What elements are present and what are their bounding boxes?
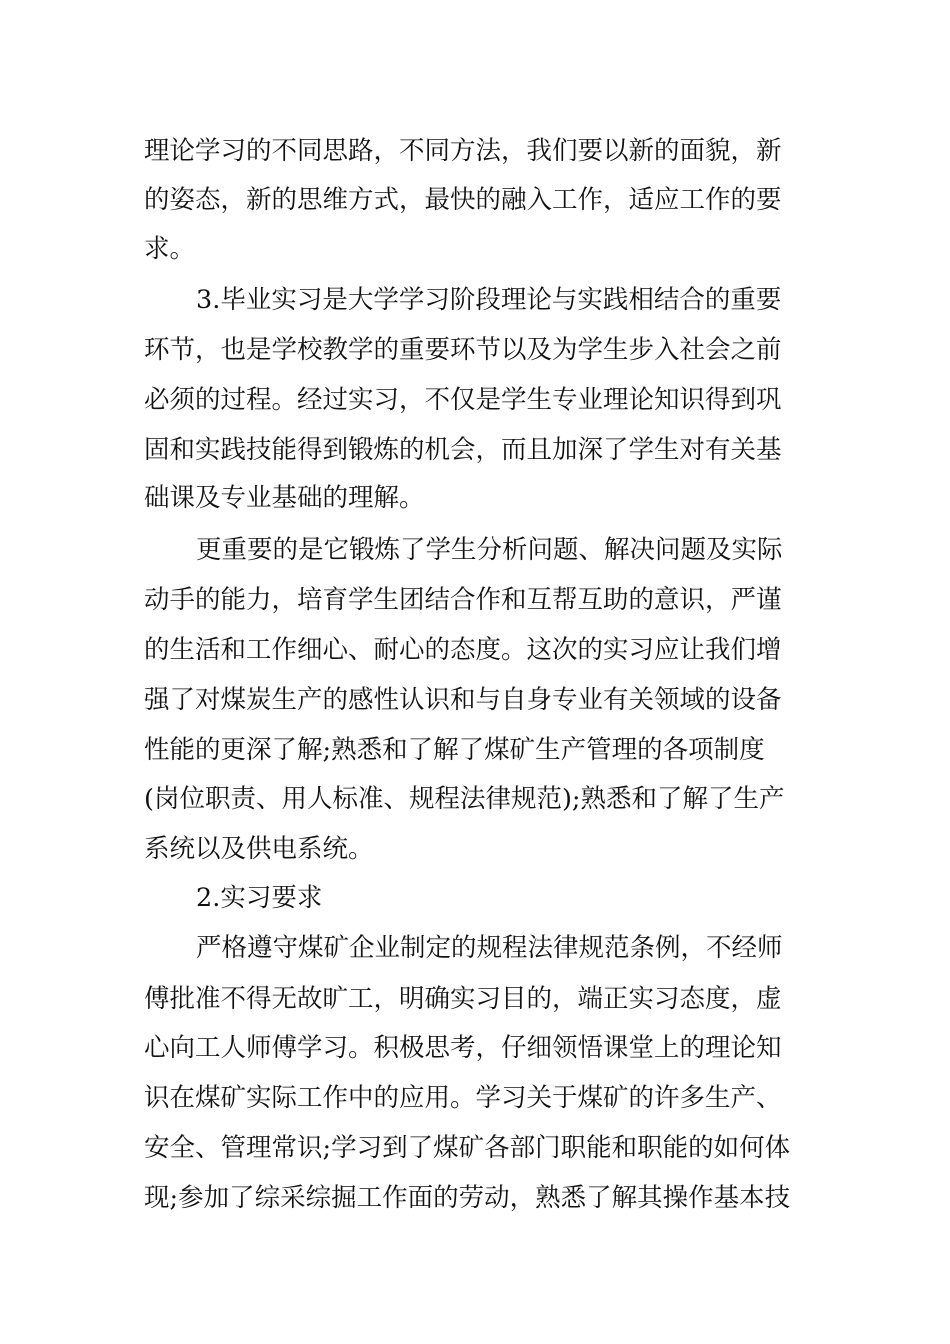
text-line: 现;参加了综采综掘工作面的劳动，熟悉了解其操作基本技 [144, 1183, 791, 1213]
text-line: 系统以及供电系统。 [144, 834, 374, 864]
text-line: 心向工人师傅学习。积极思考，仔细领悟课堂上的理论知 [144, 1033, 782, 1063]
text-line: 固和实践技能得到锻炼的机会，而且加深了学生对有关基 [144, 435, 782, 465]
text-line: 求。 [144, 234, 196, 264]
section-heading: 2.实习要求 [196, 883, 323, 913]
text-line: 必须的过程。经过实习，不仅是学生专业理论知识得到巩 [144, 385, 782, 415]
text-line: 性能的更深了解;熟悉和了解了煤矿生产管理的各项制度 [144, 735, 765, 765]
text-line: 础课及专业基础的理解。 [144, 483, 425, 513]
text-line: 更重要的是它锻炼了学生分析问题、解决问题及实际 [196, 535, 783, 565]
text-line: 环节，也是学校教学的重要环节以及为学生步入社会之前 [144, 335, 782, 365]
text-line: 动手的能力，培育学生团结合作和互帮互助的意识，严谨 [144, 585, 782, 615]
text-line: 傅批准不得无故旷工，明确实习目的，端正实习态度，虚 [144, 984, 782, 1014]
text-line: (岗位职责、用人标准、规程法律规范);熟悉和了解了生产 [144, 784, 785, 814]
text-line: 安全、管理常识;学习到了煤矿各部门职能和职能的如何体 [144, 1133, 791, 1163]
text-line: 理论学习的不同思路，不同方法，我们要以新的面貌，新 [144, 136, 782, 166]
text-line: 的姿态，新的思维方式，最快的融入工作，适应工作的要 [144, 185, 782, 215]
text-line: 严格遵守煤矿企业制定的规程法律规范条例，不经师 [196, 933, 783, 963]
text-line: 3.毕业实习是大学学习阶段理论与实践相结合的重要 [196, 285, 782, 315]
text-line: 的生活和工作细心、耐心的态度。这次的实习应让我们增 [144, 635, 782, 665]
text-line: 识在煤矿实际工作中的应用。学习关于煤矿的许多生产、 [144, 1083, 782, 1113]
text-line: 强了对煤炭生产的感性认识和与自身专业有关领域的设备 [144, 685, 782, 715]
